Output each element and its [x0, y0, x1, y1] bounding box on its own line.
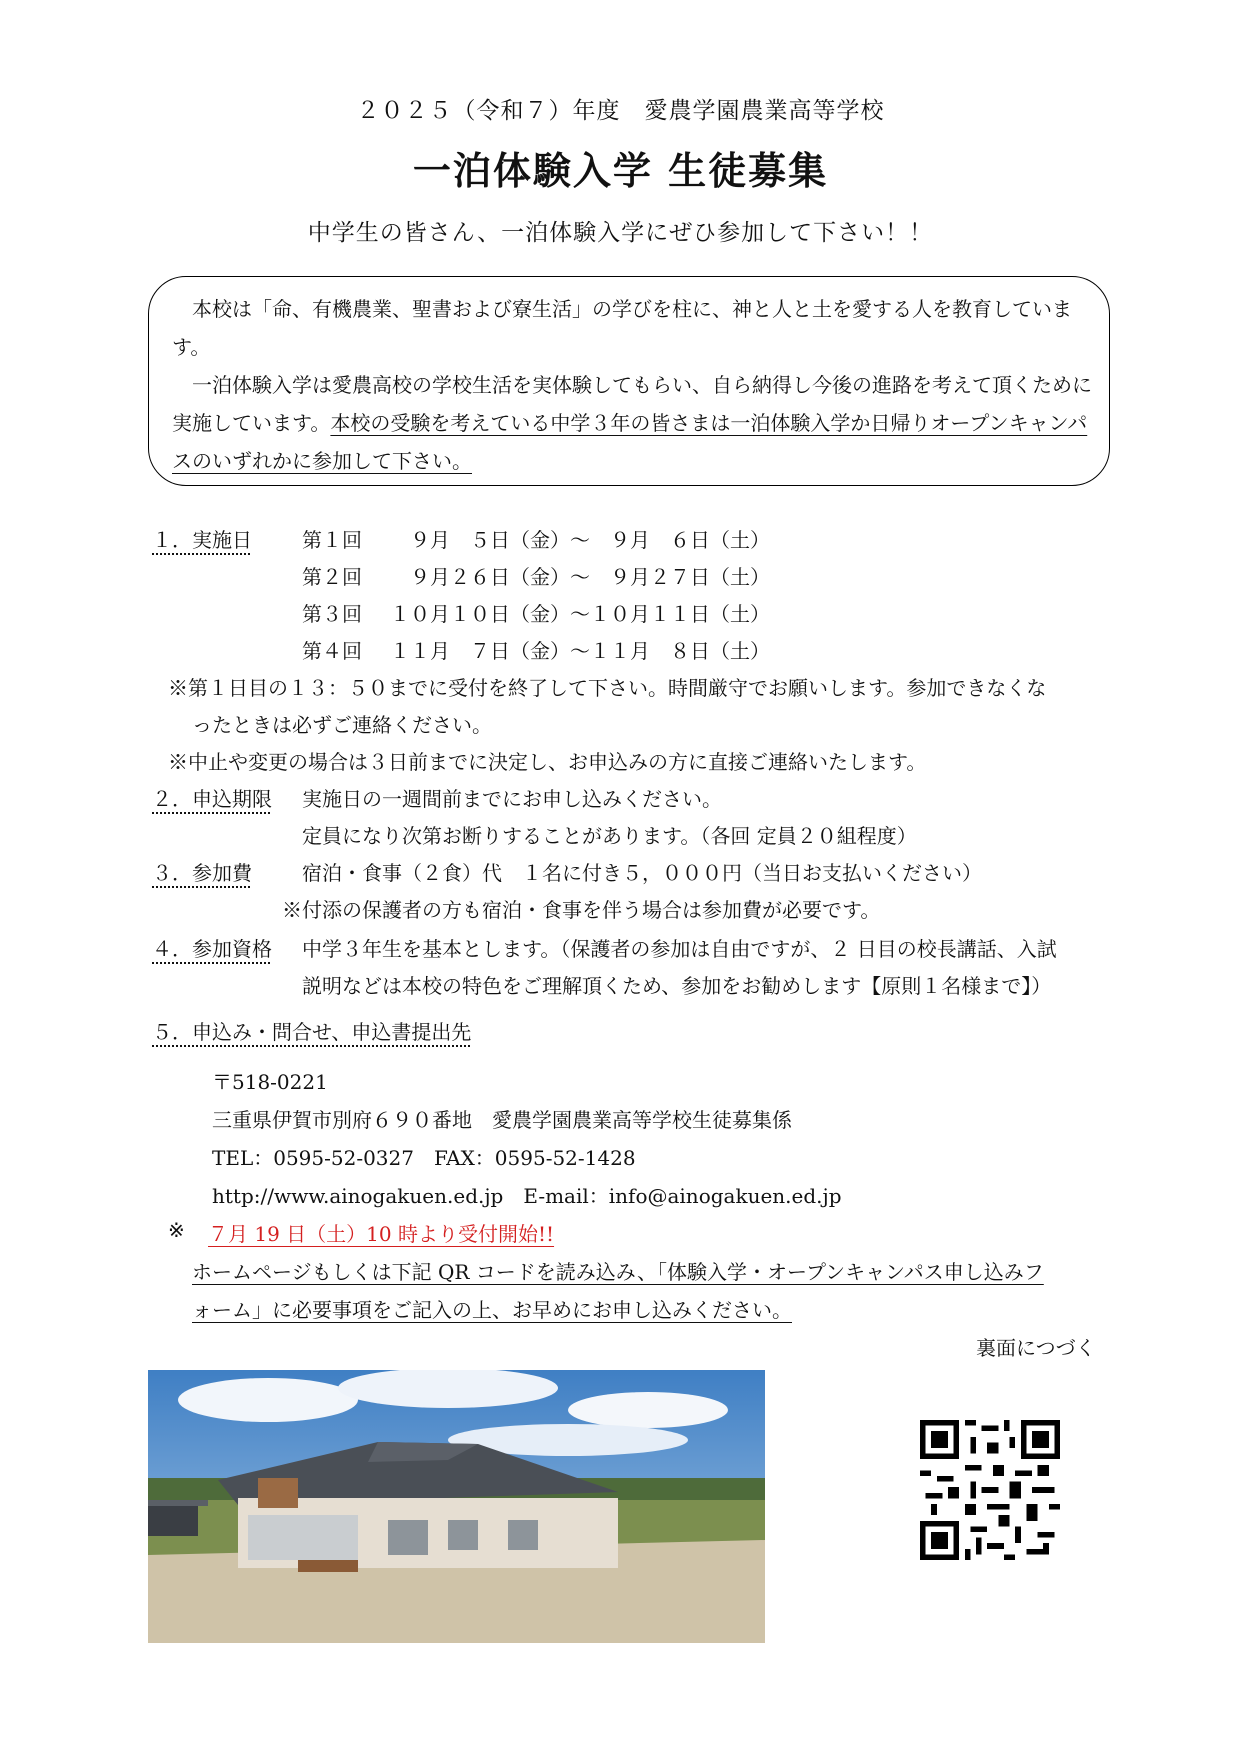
- intro-paragraph-2-underlined: 本校の受験を考えている中学３年の皆さまは一泊体験入学か日帰りオープンキャンパスのいずれかに参加して下さい。: [172, 411, 1088, 473]
- address: 三重県伊賀市別府６９０番地 愛農学園農業高等学校生徒募集係: [212, 1108, 792, 1132]
- intro-paragraph-1: 本校は「命、有機農業、聖書および寮生活」の学びを柱に、神と人と土を愛する人を教育しています。: [172, 297, 1072, 359]
- section-3-line-1: 宿泊・食事（２食）代 １名に付き５，０００円（当日お支払いください）: [302, 861, 982, 885]
- school-building-photo: [148, 1370, 765, 1643]
- continued-on-back: 裏面につづく: [976, 1336, 1096, 1360]
- application-guide-1: ホームページもしくは下記 QR コードを読み込み、「体験入学・オープンキャンパス申し込みフ: [192, 1260, 1044, 1284]
- application-guide-2: ォーム」に必要事項をご記入の上、お早めにお申し込みください。: [192, 1298, 792, 1322]
- section-1-note-1a: ※第１日目の１３：５０までに受付を終了して下さい。時間厳守でお願いします。参加できなくな: [168, 676, 1047, 700]
- qr-code[interactable]: [920, 1420, 1060, 1560]
- section-4-label: ４．参加資格: [152, 937, 272, 961]
- section-3-label: ３．参加費: [152, 861, 252, 885]
- section-4-line-2: 説明などは本校の特色をご理解頂くため、参加をお勧めします【原則１名様まで】）: [302, 974, 1052, 998]
- session-1-no: 第１回: [302, 528, 362, 552]
- section-2-line-2: 定員になり次第お断りすることがあります。（各回 定員２０組程度）: [302, 824, 917, 848]
- intro-paragraph-2-plain: 一泊体験入学は愛農高校の学校生活を実体験してもらい、自ら納得し今後の進路を考えて頂くために実施しています。: [172, 373, 1092, 435]
- session-4-dates: １１月 ７日（金）～１１月 ８日（土）: [390, 639, 770, 663]
- page-title: 一泊体験入学 生徒募集: [412, 149, 829, 193]
- session-3-dates: １０月１０日（金）～１０月１１日（土）: [390, 602, 770, 626]
- application-start-notice: ７月 19 日（土）10 時より受付開始!!: [208, 1222, 555, 1246]
- session-2-dates: ９月２６日（金）～ ９月２７日（土）: [390, 565, 770, 589]
- note-mark: ※: [168, 1218, 185, 1242]
- session-3-no: 第３回: [302, 602, 362, 626]
- section-3-line-2: ※付添の保護者の方も宿泊・食事を伴う場合は参加費が必要です。: [282, 898, 881, 922]
- section-5-label: ５．申込み・問合せ、申込書提出先: [152, 1020, 472, 1044]
- postal-code: 〒518-0221: [212, 1070, 328, 1094]
- tel-fax: TEL：0595-52-0327 FAX：0595-52-1428: [212, 1146, 636, 1170]
- intro-text: [172, 290, 1092, 480]
- document-year-line: ２０２５（令和７）年度 愛農学園農業高等学校: [356, 98, 885, 124]
- section-2-label: ２．申込期限: [152, 787, 272, 811]
- section-4-line-1: 中学３年生を基本とします。（保護者の参加は自由ですが、２ 日目の校長講話、入試: [302, 937, 1057, 961]
- section-2-line-1: 実施日の一週間前までにお申し込みください。: [302, 787, 722, 811]
- session-4-no: 第４回: [302, 639, 362, 663]
- web-email[interactable]: http://www.ainogakuen.ed.jp E-mail：info@ainogakuen.ed.jp: [212, 1184, 842, 1208]
- session-1-dates: ９月 ５日（金）～ ９月 ６日（土）: [390, 528, 770, 552]
- intro-paragraph-2: [172, 366, 1092, 480]
- section-1-note-1b: ったときは必ずご連絡ください。: [192, 713, 492, 737]
- page-subtitle: 中学生の皆さん、一泊体験入学にぜひ参加して下さい！！: [307, 220, 934, 246]
- section-1-label: １．実施日: [152, 528, 252, 552]
- section-1-note-2: ※中止や変更の場合は３日前までに決定し、お申込みの方に直接ご連絡いたします。: [168, 750, 927, 774]
- session-2-no: 第２回: [302, 565, 362, 589]
